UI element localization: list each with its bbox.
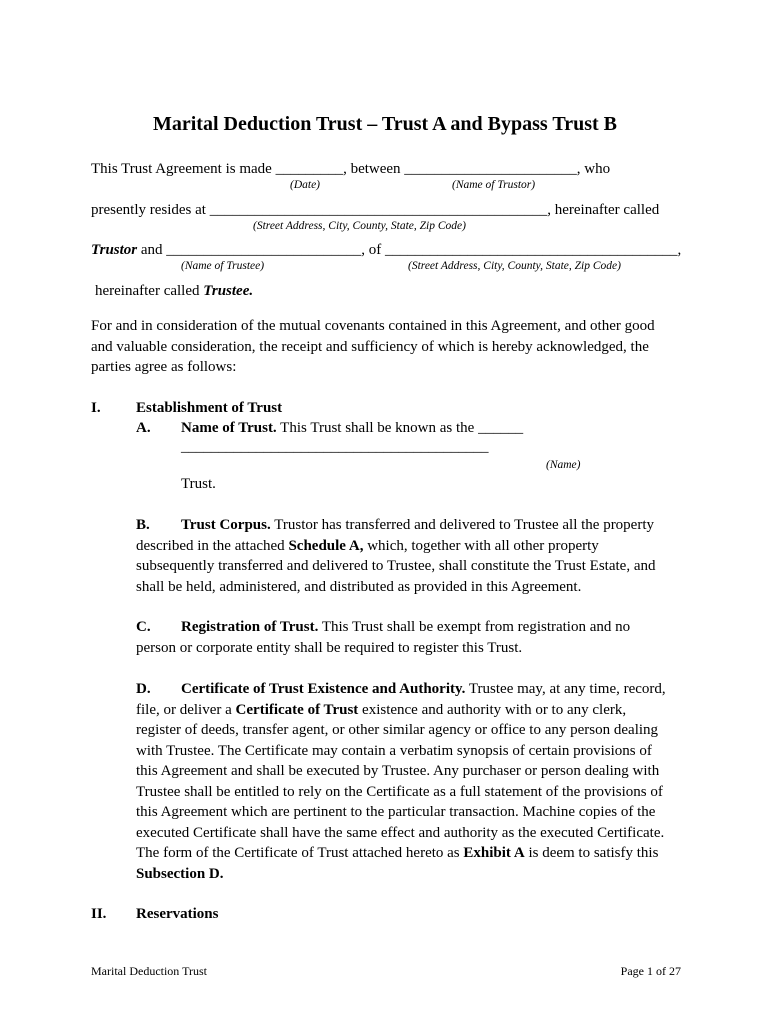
subsection-d-text: The form of the Certificate of Trust attached hereto as (136, 845, 464, 861)
consideration-line: For and in consideration of the mutual covenants contained in this Agreement, and other good (91, 318, 655, 334)
footer-page-number: Page 1 of 27 (620, 964, 681, 978)
subsection-b-number: B. (136, 517, 150, 533)
subsection-d-text: Trustee may, at any time, record, (465, 681, 666, 697)
certificate-of-trust-term: Certificate of Trust (235, 701, 359, 718)
caption-trustor-address: (Street Address, City, County, State, Zip Code) (253, 220, 466, 232)
subsection-c (136, 617, 630, 658)
subsection-a-line-3: Trust. (181, 476, 216, 492)
subsection-a-line-1 (181, 418, 523, 438)
subsection-d-line-7: this Agreement which are pertinent to the particular transaction. Machine copies of the (136, 804, 656, 820)
intro-line-3 (91, 240, 681, 260)
footer-document-name: Marital Deduction Trust (91, 964, 207, 978)
subsection-b (136, 515, 656, 597)
section-2-number: II. (91, 906, 107, 922)
document-title: Marital Deduction Trust – Trust A and Bypass Trust B (153, 113, 617, 135)
subsection-a-number: A. (136, 420, 151, 436)
intro-line-3-rest: and __________________________, of _______________________________________, (137, 242, 682, 258)
intro-line-4-text: hereinafter called (95, 283, 204, 299)
caption-trustor-name: (Name of Trustor) (452, 179, 536, 191)
subsection-d-number: D. (136, 681, 151, 697)
subsection-b-line-1 (136, 515, 656, 536)
subsection-d-line-1 (136, 679, 666, 700)
subsection-b-line-2 (136, 536, 656, 557)
subsection-b-heading: Trust Corpus. (181, 517, 271, 533)
caption-trustee-address: (Street Address, City, County, State, Zip Code) (408, 260, 621, 272)
subsection-c-heading: Registration of Trust. (181, 619, 319, 635)
subsection-c-text: This Trust shall be exempt from registration and no (318, 619, 631, 635)
consideration-line: and valuable consideration, the receipt and sufficiency of which is hereby acknowledged, the (91, 338, 649, 355)
trustor-term: Trustor (91, 242, 138, 258)
section-2-heading: Reservations (136, 906, 219, 922)
subsection-c-line-2: person or corporate entity shall be required to register this Trust. (136, 639, 523, 656)
subsection-a-text: This Trust shall be known as the ______ (276, 420, 524, 436)
subsection-d-line-3: register of deeds, transfer agent, or other similar agency or office to any person dealing (136, 722, 659, 738)
section-1-number: I. (91, 400, 101, 416)
subsection-b-text: Trustor has transferred and delivered to Trustee all the property (270, 517, 655, 533)
subsection-d-line-4: with Trustee. The Certificate may contain a verbatim synopsis of certain provisions of (136, 742, 652, 759)
subsection-d-line-10: Subsection D. (136, 865, 224, 882)
subsection-d-text: existence and authority with or to any clerk, (358, 701, 627, 718)
subsection-d-line-9 (136, 843, 666, 864)
trustee-term: Trustee. (203, 283, 254, 299)
subsection-d-line-8: executed Certificate shall have the same effect and authority as the executed Certificate. (136, 824, 665, 841)
subsection-b-text: described in the attached (136, 537, 289, 554)
subsection-b-line-3: subsequently transferred and delivered to Trustee, shall constitute the Trust Estate, and (136, 558, 656, 574)
intro-line-4 (95, 281, 253, 301)
subsection-d-line-2 (136, 700, 666, 721)
subsection-d-line-5: this Agreement and shall be executed by Trustee. Any purchaser or person dealing with (136, 763, 660, 779)
subsection-b-line-4: shall be held, administered, and distributed as provided in this Agreement. (136, 578, 582, 595)
schedule-a-term: Schedule A, (288, 537, 364, 554)
caption-trust-name: (Name) (546, 459, 581, 471)
subsection-a-heading: Name of Trust. (181, 420, 277, 436)
subsection-d-text: is deem to satisfy this (524, 845, 659, 861)
intro-line-1: This Trust Agreement is made _________, between _______________________, who (91, 161, 611, 177)
exhibit-a-term: Exhibit A (463, 845, 525, 861)
subsection-a-line-2: _________________________________________ (181, 439, 489, 455)
subsection-d-line-6: Trustee shall be entitled to rely on the Certificate as a full statement of the provisions of (136, 783, 663, 800)
consideration-line: parties agree as follows: (91, 359, 237, 375)
subsection-d-heading: Certificate of Trust Existence and Authority. (181, 681, 466, 697)
consideration-paragraph (91, 316, 655, 378)
subsection-c-number: C. (136, 619, 151, 635)
caption-trustee-name: (Name of Trustee) (181, 260, 265, 272)
subsection-c-line-1 (136, 617, 630, 638)
section-1-heading: Establishment of Trust (136, 400, 283, 416)
subsection-d (136, 679, 666, 884)
caption-date: (Date) (290, 179, 321, 191)
subsection-d-text: file, or deliver a (136, 701, 236, 718)
subsection-b-text: which, together with all other property (363, 537, 599, 554)
intro-line-2: presently resides at _____________________________________________, hereinafter called (91, 202, 660, 218)
